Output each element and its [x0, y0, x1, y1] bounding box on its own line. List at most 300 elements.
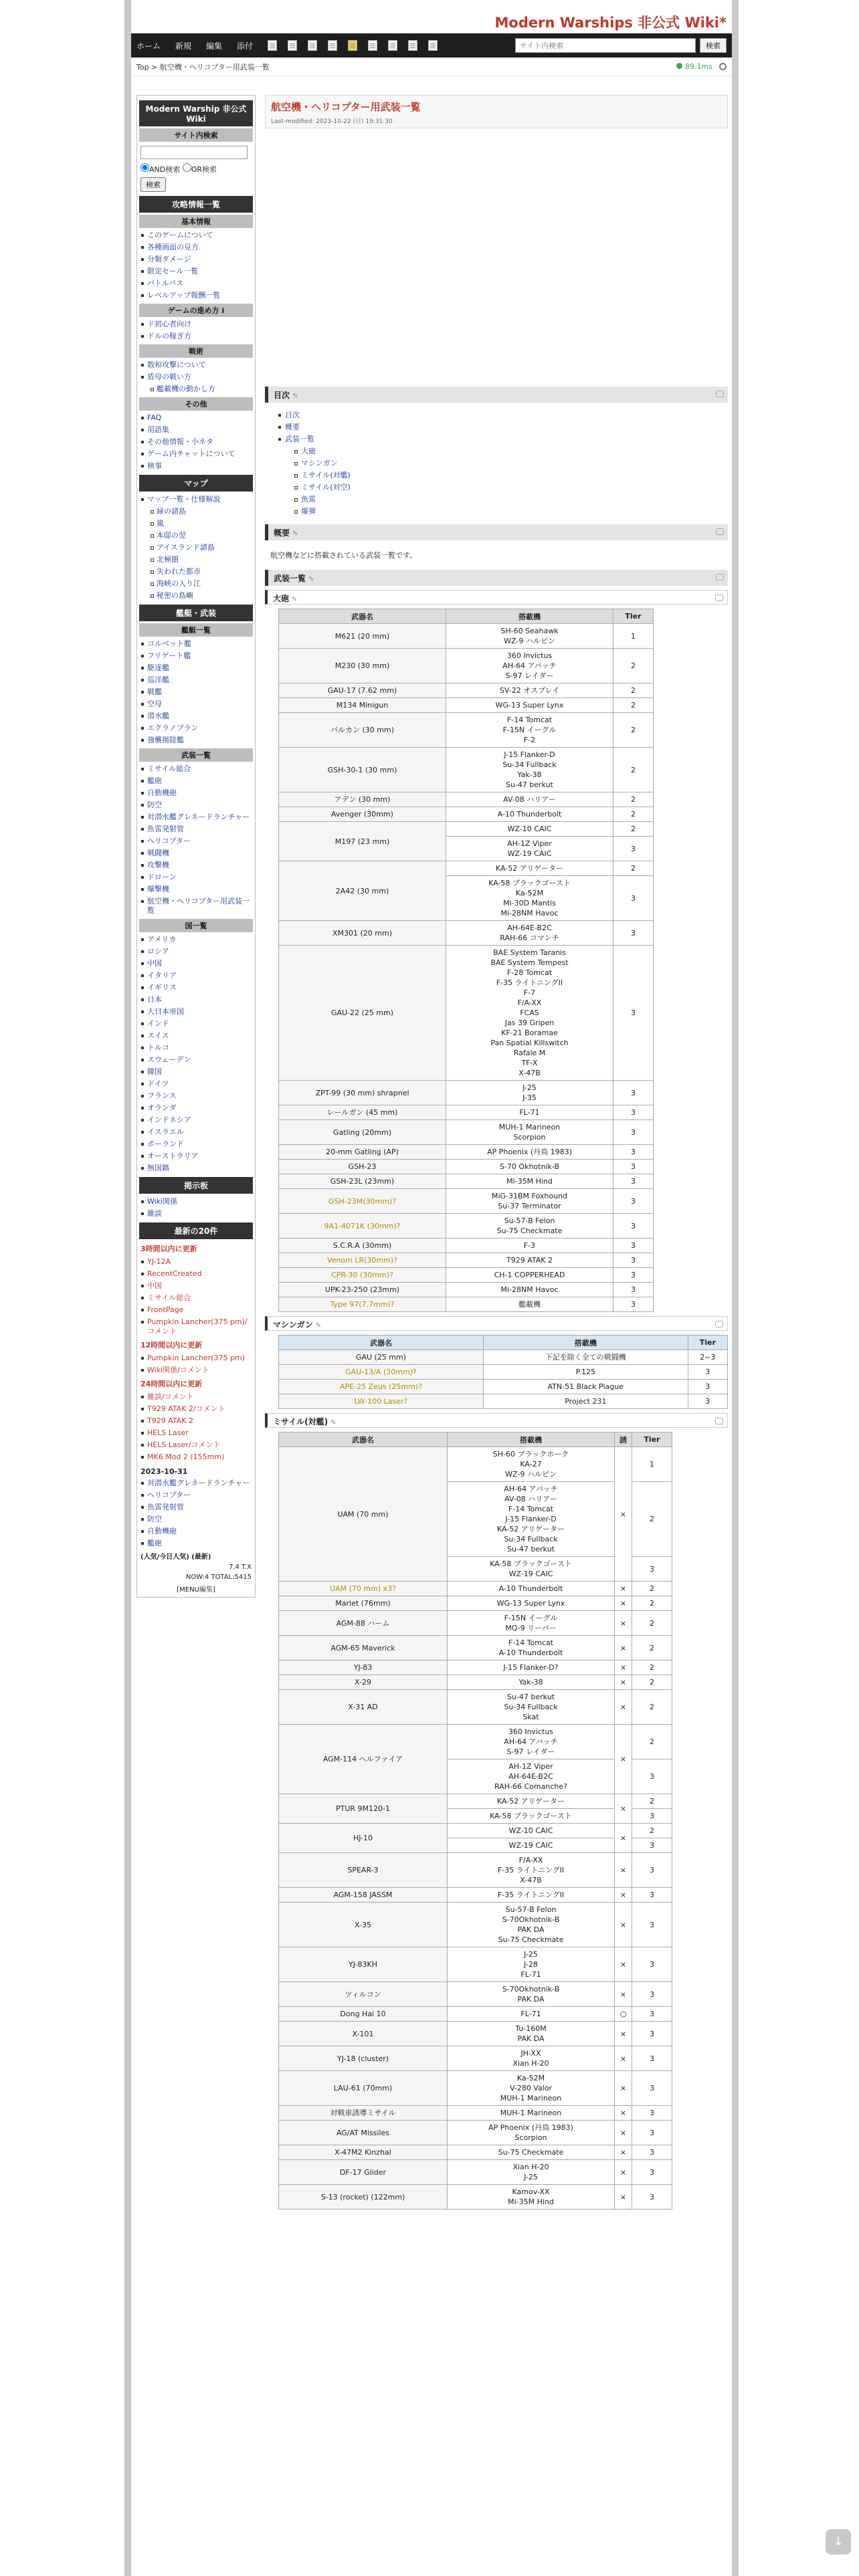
weapon-name-cell[interactable]: UAM (70 mm)	[279, 1447, 448, 1582]
cannon-heading: 大砲 ✎	[265, 590, 728, 605]
sidebar-item[interactable]: インド	[139, 1018, 253, 1030]
weapon-name-cell[interactable]: 対戦車誘導ミサイル	[279, 2106, 448, 2121]
sidebar-item[interactable]: 各種画面の見方	[139, 241, 253, 253]
sidebar-list	[139, 318, 253, 342]
table-row	[279, 1675, 672, 1690]
sidebar-item[interactable]: 盾母の戦い方	[139, 371, 253, 383]
sidebar-item[interactable]: 強襲揚陸艦	[139, 734, 253, 746]
weapon-name-cell[interactable]: X-101	[279, 2022, 448, 2046]
guided-cell: ×	[615, 1947, 632, 1982]
copy-icon[interactable]	[288, 40, 297, 51]
sidebar-item[interactable]: 空母	[139, 698, 253, 710]
toc-item[interactable]: 武装一覧	[285, 433, 728, 445]
sidebar-item[interactable]: Wiki関係	[139, 1196, 253, 1208]
table-row	[279, 1447, 672, 1482]
nav-new[interactable]: 新規	[175, 41, 192, 51]
tier-cell: 3	[613, 837, 654, 861]
table-row	[279, 2071, 672, 2106]
tier-cell: 3	[632, 1982, 672, 2007]
sidebar-item[interactable]: ゲーム内チャットについて	[139, 448, 253, 460]
carrier-cell: MUH-1 Marineon	[448, 2106, 615, 2121]
carrier-cell: F-35 ライトニングII	[448, 1888, 615, 1903]
weapon-name-cell[interactable]: GAU (25 mm)	[279, 1350, 484, 1365]
overview-heading: 概要 ✎	[265, 524, 728, 540]
recent-item[interactable]: Wiki関係/コメント	[139, 1364, 253, 1376]
site-search-heading: サイト内検索	[139, 128, 253, 142]
tier-cell: 3	[613, 1160, 654, 1174]
tier-cell: 2	[613, 822, 654, 837]
sidebar-item[interactable]: ドルの稼ぎ方	[139, 330, 253, 342]
sidebar-search-button[interactable]: 検索	[140, 177, 166, 192]
recent-item[interactable]: YJ-12A	[139, 1256, 253, 1268]
weapon-name-cell[interactable]: GAU-13/A (30mm)?	[279, 1365, 484, 1380]
weapon-name-cell[interactable]: Marlet (76mm)	[279, 1596, 448, 1611]
col-header-carrier[interactable]: 搭載機	[448, 1432, 615, 1447]
sidebar-item[interactable]: フランス	[139, 1090, 253, 1102]
site-header	[131, 0, 732, 33]
rss-icon[interactable]	[428, 40, 438, 51]
weapon-name-cell[interactable]: YJ-83	[279, 1660, 448, 1675]
weapon-name-cell[interactable]: X-29	[279, 1675, 448, 1690]
weapon-name-cell[interactable]: M621 (20 mm)	[279, 624, 446, 649]
sidebar-item[interactable]: 数和攻撃について	[139, 359, 253, 371]
weapon-name-cell[interactable]: AG/AT Missiles	[279, 2121, 448, 2145]
sidebar-list	[139, 638, 253, 746]
menu-edit-link[interactable]: [MENU編集]	[177, 1586, 215, 1594]
carrier-cell: AP Phoenix (丹鳥 1983) Scorpion	[448, 2121, 615, 2145]
sidebar-item[interactable]: 無国籍	[139, 1162, 253, 1174]
carrier-cell: F-3	[446, 1239, 613, 1253]
sidebar-item[interactable]: 防空	[139, 799, 253, 811]
tier-cell: 3	[613, 1253, 654, 1268]
tier-cell: 2	[613, 748, 654, 792]
sidebar-item[interactable]: スウェーデン	[139, 1054, 253, 1066]
anchor-icon[interactable]	[715, 1321, 723, 1327]
guided-cell: ×	[615, 2145, 632, 2160]
carrier-cell: S-70 Okhotnik-B	[446, 1160, 613, 1174]
tier-cell: 2~3	[688, 1350, 727, 1365]
table-row	[279, 2007, 672, 2022]
tier-cell: 2	[632, 1596, 672, 1611]
table-row	[279, 2145, 672, 2160]
weapon-name-cell[interactable]: LW-100 Laser?	[279, 1394, 484, 1409]
sidebar-search-input[interactable]	[140, 146, 248, 159]
list-icon[interactable]	[368, 40, 377, 51]
table-row	[279, 1690, 672, 1725]
table-row	[279, 1725, 672, 1759]
weapon-name-cell[interactable]: ZPT-99 (30 mm) shrapnel	[279, 1081, 446, 1105]
tier-cell: 3	[613, 1145, 654, 1160]
popular-links[interactable]: (人気/今日人気) (最新)	[140, 1553, 211, 1561]
sidebar-item[interactable]: オランダ	[139, 1102, 253, 1114]
sidebar-item[interactable]: バトルパス	[139, 278, 253, 290]
page-title-box	[265, 95, 728, 128]
guided-cell: ×	[615, 2185, 632, 2210]
table-row	[279, 822, 654, 837]
table-row	[279, 2185, 672, 2210]
sidebar-item[interactable]: ドローン	[139, 871, 253, 883]
col-header-weapon[interactable]: 武器名	[279, 1432, 448, 1447]
sidebar-item[interactable]: 潜水艦	[139, 710, 253, 722]
tier-cell: 3	[632, 1838, 672, 1853]
sidebar-item[interactable]: 自動機砲	[139, 787, 253, 799]
weapon-name-cell[interactable]: レールガン (45 mm)	[279, 1105, 446, 1120]
sidebar-subheading: 国一覧	[139, 919, 253, 932]
guided-cell: ×	[615, 1725, 632, 1794]
recent-item[interactable]: ヘリコプター	[139, 1489, 253, 1501]
table-row	[279, 1174, 654, 1189]
tier-cell: 3	[632, 2007, 672, 2022]
carrier-cell: SV-22 オスプレイ	[446, 683, 613, 698]
sidebar-item[interactable]: ミサイル総合	[139, 763, 253, 775]
sidebar-item[interactable]: 分類ダメージ	[139, 253, 253, 265]
weapon-name-cell[interactable]: Avenger (30mm)	[279, 807, 446, 822]
tier-cell: 3	[613, 876, 654, 921]
toc-item[interactable]: 目次	[285, 409, 728, 421]
weapon-name-cell[interactable]: S.C.R.A (30mm)	[279, 1239, 446, 1253]
sidebar-item[interactable]: 緑の諸島	[139, 506, 253, 518]
carrier-cell: SH-60 ブラックホーク KA-27 WZ-9 ハルピン	[448, 1447, 615, 1482]
sidebar-item[interactable]: 本邸の翌	[139, 530, 253, 542]
weapon-name-cell[interactable]: AGM-158 JASSM	[279, 1888, 448, 1903]
table-row	[279, 2046, 672, 2071]
table-row	[279, 1794, 672, 1809]
weapon-name-cell[interactable]: M134 Minigun	[279, 698, 446, 713]
tier-cell: 3	[632, 1853, 672, 1888]
weapon-name-cell[interactable]: LAU-61 (70mm)	[279, 2071, 448, 2106]
weapon-name-cell[interactable]: HJ-10	[279, 1824, 448, 1853]
recent-block-list	[139, 1391, 253, 1463]
weapon-name-cell[interactable]: AGM-65 Maverick	[279, 1636, 448, 1660]
search-input[interactable]	[515, 38, 696, 53]
anchor-icon[interactable]	[715, 1418, 723, 1424]
weapon-name-cell[interactable]: 2A42 (30 mm)	[279, 861, 446, 921]
carrier-cell: 艦載機	[446, 1297, 613, 1312]
weapon-name-cell[interactable]: XM301 (20 mm)	[279, 921, 446, 946]
tier-cell: 3	[632, 2160, 672, 2185]
sidebar-item[interactable]: オーストラリア	[139, 1150, 253, 1162]
carrier-cell: MUH-1 Marineon Scorpion	[446, 1120, 613, 1145]
weapon-name-cell[interactable]: M197 (23 mm)	[279, 822, 446, 861]
tier-cell: 3	[632, 2022, 672, 2046]
tier-cell: 2	[613, 649, 654, 683]
sidebar-item[interactable]: トルコ	[139, 1042, 253, 1054]
toc-item[interactable]: 大砲	[301, 445, 728, 457]
table-row	[279, 1824, 672, 1838]
recent-heading: 最新の20件	[139, 1222, 253, 1239]
sidebar-item[interactable]: ロシア	[139, 946, 253, 958]
carrier-cell: Xian H-20 J-25	[448, 2160, 615, 2185]
toc-item[interactable]: 爆弾	[301, 506, 728, 518]
sidebar-item[interactable]: マップ一覧・仕様解説	[139, 494, 253, 506]
tier-cell: 2	[632, 1660, 672, 1675]
guided-cell: ×	[615, 2106, 632, 2121]
sidebar-item[interactable]: イギリス	[139, 982, 253, 994]
col-header-tier[interactable]: Tier	[613, 609, 654, 624]
table-row	[279, 2121, 672, 2145]
and-radio[interactable]	[140, 163, 149, 172]
weapon-name-cell[interactable]: GSH-23	[279, 1160, 446, 1174]
weapon-name-cell[interactable]: バルカン (30 mm)	[279, 713, 446, 748]
diff-icon[interactable]	[308, 40, 317, 51]
weapon-name-cell[interactable]: GAU-22 (25 mm)	[279, 946, 446, 1081]
page-icon[interactable]	[268, 40, 277, 51]
tier-cell: 3	[632, 2046, 672, 2071]
sidebar-item[interactable]: 艦載機の動かし方	[139, 383, 253, 395]
edit-icon[interactable]: ✎	[315, 1322, 322, 1329]
carrier-cell: KA-58 ブラックゴースト	[448, 1809, 615, 1824]
carrier-cell: WZ-10 CAIC	[448, 1824, 615, 1838]
backup-icon[interactable]	[328, 40, 337, 51]
sidebar-item[interactable]: その他情報・小ネタ	[139, 436, 253, 448]
recent-item[interactable]: RecentCreated	[139, 1268, 253, 1280]
tier-cell: 3	[613, 921, 654, 946]
toc-item[interactable]: ミサイル(対空)	[301, 481, 728, 494]
sidebar-list	[139, 359, 253, 395]
sidebar-item[interactable]: 嵐	[139, 518, 253, 530]
tier-cell: 2	[613, 792, 654, 807]
weapon-name-cell[interactable]: UAM (70 mm) x3?	[279, 1582, 448, 1596]
sidebar-item[interactable]: 用語集	[139, 424, 253, 436]
sidebar-item[interactable]: 検事	[139, 460, 253, 472]
weapon-name-cell[interactable]: Type 97(7.7mm)?	[279, 1297, 446, 1312]
or-radio[interactable]	[183, 163, 191, 172]
col-header-guided[interactable]: 誘	[615, 1432, 632, 1447]
weapon-name-cell[interactable]: GSH-23L (23mm)	[279, 1174, 446, 1189]
nav-home[interactable]: ホーム	[136, 41, 161, 51]
carrier-cell: KA-52 アリゲーター	[446, 861, 613, 876]
recent-item[interactable]: HELS Laser	[139, 1427, 253, 1439]
sidebar-item[interactable]: 対潜水艦グレネードランチャー	[139, 811, 253, 823]
carrier-cell: T929 ATAK 2	[446, 1253, 613, 1268]
weapon-name-cell[interactable]: アデン (30 mm)	[279, 792, 446, 807]
sidebar-item[interactable]: ポーランド	[139, 1138, 253, 1150]
weapon-name-cell[interactable]: YJ-83KH	[279, 1947, 448, 1982]
carrier-cell: AH-64 アパッチ AV-08 ハリアー F-14 Tomcat J-15 Flanker-D KA-52 アリゲーター Su-34 Fullback Su-47 berkut	[448, 1482, 615, 1557]
sidebar-item[interactable]: 駆逐艦	[139, 662, 253, 674]
weapon-name-cell[interactable]: Dong Hai 10	[279, 2007, 448, 2022]
sidebar-item[interactable]: 航空機・ヘリコプター用武装一覧	[139, 895, 253, 917]
col-header-carrier[interactable]: 搭載機	[483, 1335, 688, 1350]
recent-item[interactable]: 中国	[139, 1280, 253, 1292]
sidebar-item[interactable]: 海峡の入り江	[139, 578, 253, 590]
sidebar-item[interactable]: 魚雷発射管	[139, 823, 253, 835]
table-row	[279, 1853, 672, 1888]
nav-edit[interactable]: 編集	[206, 41, 223, 51]
recent-icon[interactable]	[388, 40, 397, 51]
weapon-name-cell[interactable]: X-31 AD	[279, 1690, 448, 1725]
sidebar-item[interactable]: 爆撃機	[139, 883, 253, 895]
sidebar-item[interactable]: アメリカ	[139, 934, 253, 946]
sidebar-item[interactable]: イスラエル	[139, 1126, 253, 1138]
edit-icon[interactable]: ✎	[330, 1419, 337, 1426]
col-header-tier[interactable]: Tier	[688, 1335, 727, 1350]
sidebar-item[interactable]: 秘密の島嶼	[139, 590, 253, 602]
sidebar-item[interactable]: ド初心者向け	[139, 318, 253, 330]
table-row	[279, 1947, 672, 1982]
recent-block-list	[139, 1256, 253, 1337]
edit-icon[interactable]: ✎	[292, 596, 298, 603]
sidebar-item[interactable]: 戦艦	[139, 686, 253, 698]
carrier-cell: A-10 Thunderbolt	[446, 807, 613, 822]
recent-item[interactable]: 雑談/コメント	[139, 1391, 253, 1403]
sidebar-item[interactable]: 戦闘機	[139, 847, 253, 859]
weapons-heading: 武装一覧 ✎	[265, 570, 728, 586]
anchor-icon[interactable]	[715, 595, 723, 601]
guided-cell: ×	[615, 1636, 632, 1660]
carrier-cell: 360 Invictus AH-64 アパッチ S-97 レイダー	[448, 1725, 615, 1759]
recent-item[interactable]: Pumpkin Lancher(375 pm)	[139, 1352, 253, 1364]
sidebar-item[interactable]: 大日本帝国	[139, 1006, 253, 1018]
sidebar-item[interactable]: レベルアップ報酬一覧	[139, 290, 253, 302]
weapon-name-cell[interactable]: GSH-30-1 (30 mm)	[279, 748, 446, 792]
tier-cell: 3	[632, 1759, 672, 1794]
col-header-tier[interactable]: Tier	[632, 1432, 672, 1447]
toc-list	[265, 407, 728, 520]
table-row	[279, 2022, 672, 2046]
weapon-name-cell[interactable]: YJ-18 (cluster)	[279, 2046, 448, 2071]
weapon-name-cell[interactable]: GSH-23M(30mm)?	[279, 1189, 446, 1214]
weapon-name-cell[interactable]: 20-mm Gatling (AP)	[279, 1145, 446, 1160]
toc-item[interactable]: 魚雷	[301, 494, 728, 506]
weapon-name-cell[interactable]: UPK-23-250 (23mm)	[279, 1283, 446, 1297]
table-row	[279, 1214, 654, 1239]
weapon-name-cell[interactable]: PTUR 9M120-1	[279, 1794, 448, 1824]
sidebar-item[interactable]: 韓国	[139, 1066, 253, 1078]
weapon-name-cell[interactable]: X-35	[279, 1903, 448, 1947]
missile-table	[278, 1432, 672, 2210]
sidebar-item[interactable]: スイス	[139, 1030, 253, 1042]
tier-cell: 2	[632, 1675, 672, 1690]
recent-item[interactable]: 艦砲	[139, 1537, 253, 1549]
tier-cell: 2	[613, 861, 654, 876]
navbar	[131, 33, 732, 58]
recent-item[interactable]: T929 ATAK 2/コメント	[139, 1403, 253, 1415]
weapon-name-cell[interactable]: SPEAR-3	[279, 1853, 448, 1888]
sidebar-item[interactable]: 中国	[139, 958, 253, 970]
col-header-carrier[interactable]: 搭載機	[446, 609, 613, 624]
weapon-name-cell[interactable]: M230 (30 mm)	[279, 649, 446, 683]
toc-item[interactable]: ミサイル(対艦)	[301, 469, 728, 481]
anchor-icon[interactable]	[716, 574, 724, 580]
recent-item[interactable]: 防空	[139, 1513, 253, 1525]
ad-space	[265, 128, 728, 383]
recent-item[interactable]: 自動機砲	[139, 1525, 253, 1537]
sidebar-item[interactable]: FAQ	[139, 412, 253, 424]
weapon-name-cell[interactable]: X-47M2 Kinzhal	[279, 2145, 448, 2160]
sidebar-item[interactable]: フリゲート艦	[139, 650, 253, 662]
recent-item[interactable]: Pumpkin Lancher(375 pm)/コメント	[139, 1316, 253, 1337]
page-title[interactable]: 航空機・ヘリコプター用武装一覧	[271, 101, 421, 113]
sidebar-item[interactable]: 日本	[139, 994, 253, 1006]
nav-attach[interactable]: 添付	[237, 41, 254, 51]
sidebar-item[interactable]: 攻撃機	[139, 859, 253, 871]
sidebar-item[interactable]: イタリア	[139, 970, 253, 982]
search-mode: AND検索 OR検索	[139, 162, 253, 176]
weapon-name-cell[interactable]: S-13 (rocket) (122mm)	[279, 2185, 448, 2210]
recent-item[interactable]: T929 ATAK 2	[139, 1415, 253, 1427]
guided-cell: ×	[615, 2046, 632, 2071]
folder-icon[interactable]	[348, 40, 357, 51]
sidebar-item[interactable]: ヘリコプター	[139, 835, 253, 847]
table-row	[279, 1145, 654, 1160]
tier-cell: 2	[613, 698, 654, 713]
weapon-name-cell[interactable]: Venom LR(30mm)?	[279, 1253, 446, 1268]
sidebar-item[interactable]: ドイツ	[139, 1078, 253, 1090]
sidebar-item[interactable]: 限定セール一覧	[139, 265, 253, 278]
sidebar-item[interactable]: 雑談	[139, 1208, 253, 1220]
scroll-top-button[interactable]: ↓	[826, 2529, 851, 2555]
carrier-cell: FL-71	[446, 1105, 613, 1120]
weapon-name-cell[interactable]: Gatling (20mm)	[279, 1120, 446, 1145]
recent-item[interactable]: MK6 Mod 2 (155mm)	[139, 1451, 253, 1463]
weapon-name-cell[interactable]: DF-17 Glider	[279, 2160, 448, 2185]
sidebar-item[interactable]: エクラノプラン	[139, 722, 253, 734]
sidebar-item[interactable]: このゲームについて	[139, 229, 253, 241]
sidebar-item[interactable]: コルベット艦	[139, 638, 253, 650]
machinegun-table	[278, 1335, 728, 1409]
guided-cell: ×	[615, 2121, 632, 2145]
weapon-name-cell[interactable]: ツィルコン	[279, 1982, 448, 2007]
toc-item[interactable]: 概要	[285, 421, 728, 433]
guided-cell: ×	[615, 1903, 632, 1947]
weapon-name-cell[interactable]: GAU-17 (7.62 mm)	[279, 683, 446, 698]
recent-item[interactable]: FrontPage	[139, 1304, 253, 1316]
sidebar-list	[139, 934, 253, 1174]
recent-item[interactable]: ミサイル総合	[139, 1292, 253, 1304]
site-title[interactable]: Modern Warships 非公式 Wiki*	[494, 15, 727, 31]
table-row	[279, 698, 654, 713]
weapon-name-cell[interactable]: AGM-114 ヘルファイア	[279, 1725, 448, 1794]
sidebar-item[interactable]: 巡洋艦	[139, 674, 253, 686]
tier-cell: 2	[632, 1582, 672, 1596]
sidebar-item[interactable]: アイスランド諸島	[139, 542, 253, 554]
weapon-name-cell[interactable]: 9A1-4071K (30mm)?	[279, 1214, 446, 1239]
carrier-cell: SH-60 Seahawk WZ-9 ハルピン	[446, 624, 613, 649]
anchor-icon[interactable]	[716, 528, 724, 535]
col-header-weapon[interactable]: 武器名	[279, 1335, 484, 1350]
sidebar-item[interactable]: 艦砲	[139, 775, 253, 787]
sidebar-title[interactable]: Modern Warship 非公式 Wiki	[139, 100, 253, 126]
table-row	[279, 2160, 672, 2185]
tier-cell: 3	[688, 1380, 727, 1394]
weapon-name-cell[interactable]: AGM-88 ハーム	[279, 1611, 448, 1636]
weapon-name-cell[interactable]: APE-25 Zeus (25mm)?	[279, 1380, 484, 1394]
help-icon[interactable]	[408, 40, 417, 51]
sidebar-subheading: 艦艇一覧	[139, 623, 253, 637]
toc-item[interactable]: マシンガン	[301, 457, 728, 469]
tier-cell: 2	[613, 683, 654, 698]
recent-item[interactable]: HELS Laser/コメント	[139, 1439, 253, 1451]
search-button[interactable]: 検索	[700, 38, 727, 53]
weapon-name-cell[interactable]: CPR-30 (30mm)?	[279, 1268, 446, 1283]
sidebar-item[interactable]: インドネシア	[139, 1114, 253, 1126]
recent-item[interactable]: 対潜水艦グレネードランチャー	[139, 1477, 253, 1489]
recent-date-list	[139, 1477, 253, 1549]
anchor-icon[interactable]	[716, 391, 724, 397]
edit-icon[interactable]: ✎	[308, 576, 314, 583]
carrier-cell: 下記を除く全ての戦闘機	[483, 1350, 688, 1365]
table-row	[279, 1394, 728, 1409]
gear-icon[interactable]	[719, 63, 727, 70]
sidebar-item[interactable]: 北極圏	[139, 554, 253, 566]
recent-item[interactable]: 魚雷発射管	[139, 1501, 253, 1513]
sidebar-item[interactable]: 失われた都市	[139, 566, 253, 578]
edit-icon[interactable]: ✎	[292, 393, 298, 400]
breadcrumb[interactable]: Top > 航空機・ヘリコプター用武装一覧	[136, 62, 270, 72]
edit-icon[interactable]: ✎	[292, 530, 298, 538]
col-header-weapon[interactable]: 武器名	[279, 609, 446, 624]
